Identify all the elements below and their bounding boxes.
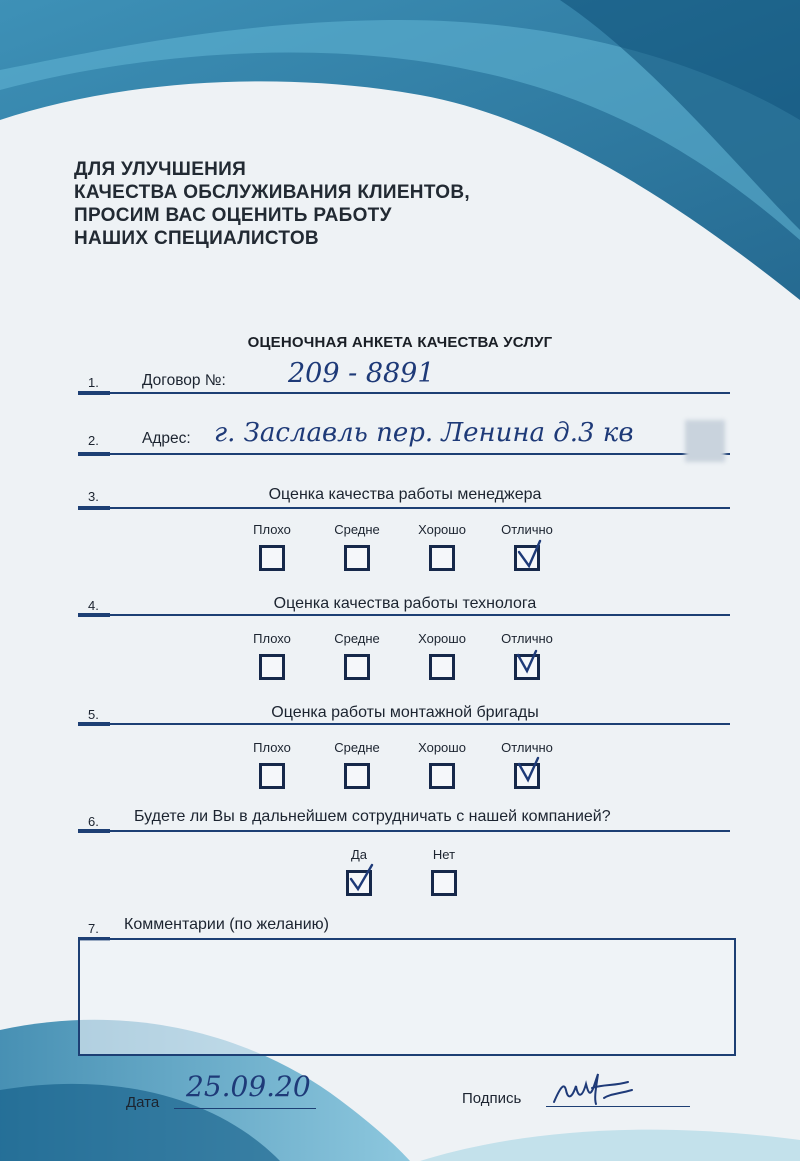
section-underline — [78, 507, 730, 509]
option-label: Нет — [432, 847, 456, 862]
section-underline — [78, 830, 730, 832]
checkbox[interactable] — [259, 763, 285, 789]
checkbox-checked[interactable] — [514, 763, 540, 789]
checkbox-checked[interactable] — [514, 654, 540, 680]
date-label: Дата — [126, 1094, 160, 1111]
checkmark-icon — [348, 863, 378, 895]
checkbox[interactable] — [431, 870, 457, 896]
checkbox[interactable] — [344, 654, 370, 680]
rating-option-average — [322, 740, 392, 794]
option-label: Отлично — [501, 740, 553, 755]
signature-scribble[interactable] — [548, 1068, 638, 1110]
option-label: Плохо — [253, 522, 291, 537]
section-underline — [78, 723, 730, 725]
item-number: 2. — [88, 433, 99, 448]
header-block — [74, 158, 470, 250]
cooperation-option-yes — [324, 847, 394, 901]
option-label: Средне — [334, 522, 380, 537]
option-label: Хорошо — [418, 740, 466, 755]
header-line: ПРОСИМ ВАС ОЦЕНИТЬ РАБОТУ — [74, 205, 392, 226]
option-label: Плохо — [253, 631, 291, 646]
address-label: Адрес: — [142, 430, 191, 447]
checkbox[interactable] — [344, 763, 370, 789]
checkbox[interactable] — [259, 654, 285, 680]
option-label: Средне — [334, 740, 380, 755]
rating-option-poor — [237, 740, 307, 794]
header-line: ДЛЯ УЛУЧШЕНИЯ — [74, 159, 247, 180]
comments-textarea[interactable] — [78, 938, 736, 1056]
rating-option-good — [407, 522, 477, 576]
rating-option-excellent — [492, 631, 562, 685]
manager-rating-title: Оценка качества работы менеджера — [268, 486, 542, 503]
option-label: Хорошо — [418, 631, 466, 646]
signature-label: Подпись — [462, 1090, 522, 1107]
checkbox[interactable] — [429, 763, 455, 789]
item-number: 7. — [88, 921, 99, 936]
item-number: 1. — [88, 375, 99, 390]
cooperation-question: Будете ли Вы в дальнейшем сотрудничать с нашей компанией? — [134, 808, 611, 825]
item-number: 3. — [88, 489, 99, 504]
date-underline — [174, 1108, 316, 1109]
header-line: НАШИХ СПЕЦИАЛИСТОВ — [74, 228, 319, 249]
item-number: 6. — [88, 814, 99, 829]
comments-label: Комментарии (по желанию) — [124, 916, 329, 933]
rating-option-good — [407, 740, 477, 794]
checkmark-icon — [516, 538, 546, 570]
header-line: КАЧЕСТВА ОБСЛУЖИВАНИЯ КЛИЕНТОВ, — [74, 182, 470, 203]
checkbox[interactable] — [429, 545, 455, 571]
rating-option-excellent — [492, 740, 562, 794]
item-number: 5. — [88, 707, 99, 722]
contract-number-field[interactable]: 209 - 8891 — [288, 358, 435, 389]
date-field[interactable]: 25.09.20 — [186, 1070, 311, 1103]
rating-option-average — [322, 522, 392, 576]
rating-option-good — [407, 631, 477, 685]
option-label: Хорошо — [418, 522, 466, 537]
section-underline — [78, 614, 730, 616]
option-label: Отлично — [501, 631, 553, 646]
option-label: Средне — [334, 631, 380, 646]
checkbox-checked[interactable] — [514, 545, 540, 571]
address-underline — [78, 453, 730, 455]
checkmark-icon — [516, 647, 546, 679]
option-label: Отлично — [501, 522, 553, 537]
contract-label: Договор №: — [142, 372, 226, 389]
contract-underline — [78, 392, 730, 394]
technologist-rating-title: Оценка качества работы технолога — [273, 595, 537, 612]
checkmark-icon — [516, 756, 546, 788]
checkbox[interactable] — [259, 545, 285, 571]
checkbox[interactable] — [344, 545, 370, 571]
checkbox-checked[interactable] — [346, 870, 372, 896]
rating-option-excellent — [492, 522, 562, 576]
option-label: Плохо — [253, 740, 291, 755]
rating-option-poor — [237, 631, 307, 685]
address-field[interactable]: г. Заславль пер. Ленина д.3 кв — [214, 418, 634, 448]
crew-rating-title: Оценка работы монтажной бригады — [271, 704, 539, 721]
checkbox[interactable] — [429, 654, 455, 680]
item-number: 4. — [88, 598, 99, 613]
rating-option-average — [322, 631, 392, 685]
option-label: Да — [350, 847, 368, 862]
cooperation-option-no — [409, 847, 479, 901]
form-title: ОЦЕНОЧНАЯ АНКЕТА КАЧЕСТВА УСЛУГ — [247, 334, 553, 351]
rating-option-poor — [237, 522, 307, 576]
redacted-area — [685, 420, 725, 462]
